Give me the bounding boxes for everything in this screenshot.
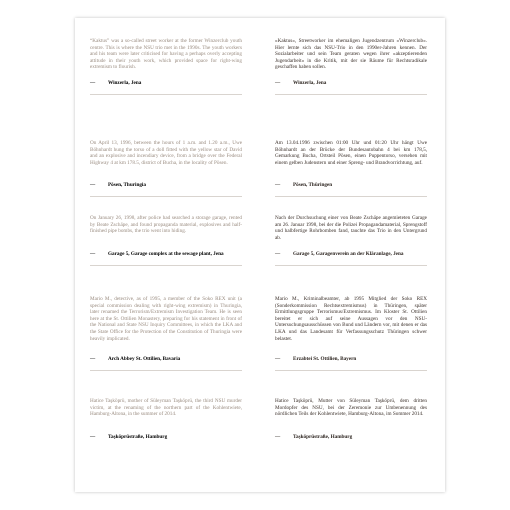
caption-text-english: “Kaktus” was a so-called street worker at the former Winzerclub youth centre. This is where the NSU trio met in the 1990s. The youth workers and his team were later criticised for having a perhaps overly accepting attitude in their youth work, which provided space for right-wing extremism to flourish. (90, 38, 242, 71)
location-label: Pösen, Thuringia (108, 182, 146, 188)
divider-german (275, 265, 427, 266)
location-label: Pösen, Thüringen (293, 182, 333, 188)
book-page (75, 18, 445, 492)
location-label: Winzerla, Jena (108, 80, 142, 86)
location-label: Winzerla, Jena (293, 80, 327, 86)
location-label: Garage 5, Garage complex at the sewage plant, Jena (108, 251, 224, 257)
caption-english (90, 140, 242, 166)
location-label: Garage 5, Garagenverein an der Kläranlage, Jena (293, 251, 404, 257)
caption-text-english: Hatice Taşköprü, mother of Süleyman Taşköprü, the third NSU murder victim, at the renaming of the northern part of the Kohlentwiete, Hamburg-Altona, in the summer of 2014. (90, 398, 242, 418)
location-label: Taşköprüstraße, Hamburg (293, 434, 353, 440)
location-english: — Arch Abbey St. Ottilien, Bavaria (90, 356, 181, 362)
location-german: — Garage 5, Garagenverein an der Kläranlage, Jena (275, 251, 404, 257)
caption-english (90, 215, 242, 235)
location-label: Taşköprüstraße, Hamburg (108, 434, 168, 440)
caption-german (275, 215, 427, 241)
location-english: — Winzerla, Jena (90, 80, 142, 86)
caption-german (275, 398, 427, 418)
caption-english (90, 296, 242, 342)
divider-german (275, 196, 427, 197)
location-german: — Pösen, Thüringen (275, 182, 333, 188)
divider-english (90, 265, 242, 266)
caption-text-german: Nach der Durchsuchung einer von Beate Zschäpe angemieteten Garage am 26. Januar 1998, bei der die Polizei Propagandamaterial, Sprengstoff und halbfertige Rohrbomben fand, tauchte das Trio in den Untergrund ab. (275, 215, 427, 241)
caption-text-german: Hatice Taşköprü, Mutter von Süleyman Taşköprü, dem dritten Mordopfer des NSU, bei der Zeremonie zur Umbenennung des nördlichen Teils der Kohlentwiete, Hamburg-Altona, im Sommer 2014. (275, 398, 427, 418)
caption-english (90, 38, 242, 71)
location-english: — Pösen, Thuringia (90, 182, 146, 188)
divider-english (90, 94, 242, 95)
divider-german (275, 370, 427, 371)
caption-text-german: »Kaktus«, Streetworker im ehemaligen Jugendzentrum »Winzerclub«. Hier lernte sich das NSU-Trio in den 1990er-Jahren kennen. Der Sozialarbeiter und sein Team geraten wegen ihrer »akzeptierenden Jugendarbeit« in die Kritik, mit der sie Räume für Rechtsradikale geschaffen haben sollen. (275, 38, 427, 71)
divider-english (90, 196, 242, 197)
location-english: — Taşköprüstraße, Hamburg (90, 434, 168, 440)
divider-english (90, 370, 242, 371)
caption-text-english: On January 26, 1998, after police had searched a storage garage, rented by Beate Zschäpe, and found propaganda material, explosives and half-finished pipe bombs, the trio went into hiding. (90, 215, 242, 235)
caption-german (275, 140, 427, 166)
location-label: Arch Abbey St. Ottilien, Bavaria (108, 356, 181, 362)
divider-german (275, 94, 427, 95)
caption-text-german: Am 13.04.1996 zwischen 01:00 Uhr und 01:20 Uhr hängt Uwe Böhnhardt an der Brücke der Bundesautobahn 4 bei km 178,5, Gemarkung Bucha, Ortsteil Pösen, einen Puppentorso, versehen mit einem gelben Judenstern und einer Spreng- und Brandvorrichtung, auf. (275, 140, 427, 166)
caption-german (275, 38, 427, 71)
location-german: — Erzabtei St. Ottilien, Bayern (275, 356, 357, 362)
caption-text-german: Mario M., Kriminalbeamter, ab 1995 Mitglied der Soko REX (Sonderkommission Rechtsextremismus) in Thüringen, später Ermittlungsgruppe Terrorismus/Extremismus. Im Kloster St. Ottilien bereitet er sich auf seine Aussagen vor den NSU-Untersuchungsausschüssen von Bund und Ländern vor, mit denen er das LKA und das Landesamt für Verfassungsschutz Thüringen schwer belastet. (275, 296, 427, 342)
location-german: — Winzerla, Jena (275, 80, 327, 86)
location-german: — Taşköprüstraße, Hamburg (275, 434, 353, 440)
caption-english (90, 398, 242, 418)
location-english: — Garage 5, Garage complex at the sewage plant, Jena (90, 251, 224, 257)
caption-text-english: Mario M., detective, as of 1995, a member of the Soko REX unit (a special commission dealing with right-wing extremism) in Thuringia, later renamed the Terrorism/Extremism Investigation Team. He is seen here at the St. Ottilien Monastery, preparing for his statement in front of the National and State NSU Inquiry Committees, in which the LKA and the State Office for the Protection of the Constitution of Thuringia were heavily implicated. (90, 296, 242, 342)
caption-german (275, 296, 427, 342)
caption-text-english: On April 13, 1996, between the hours of 1 a.m. and 1.20 a.m., Uwe Böhnhardt hung the torso of a doll fitted with the yellow star of David and an explosive and incendiary device, from a bridge over the Federal Highway 4 at km 178.5, district of Bucha, in the locality of Pösen. (90, 140, 242, 166)
location-label: Erzabtei St. Ottilien, Bayern (293, 356, 357, 362)
